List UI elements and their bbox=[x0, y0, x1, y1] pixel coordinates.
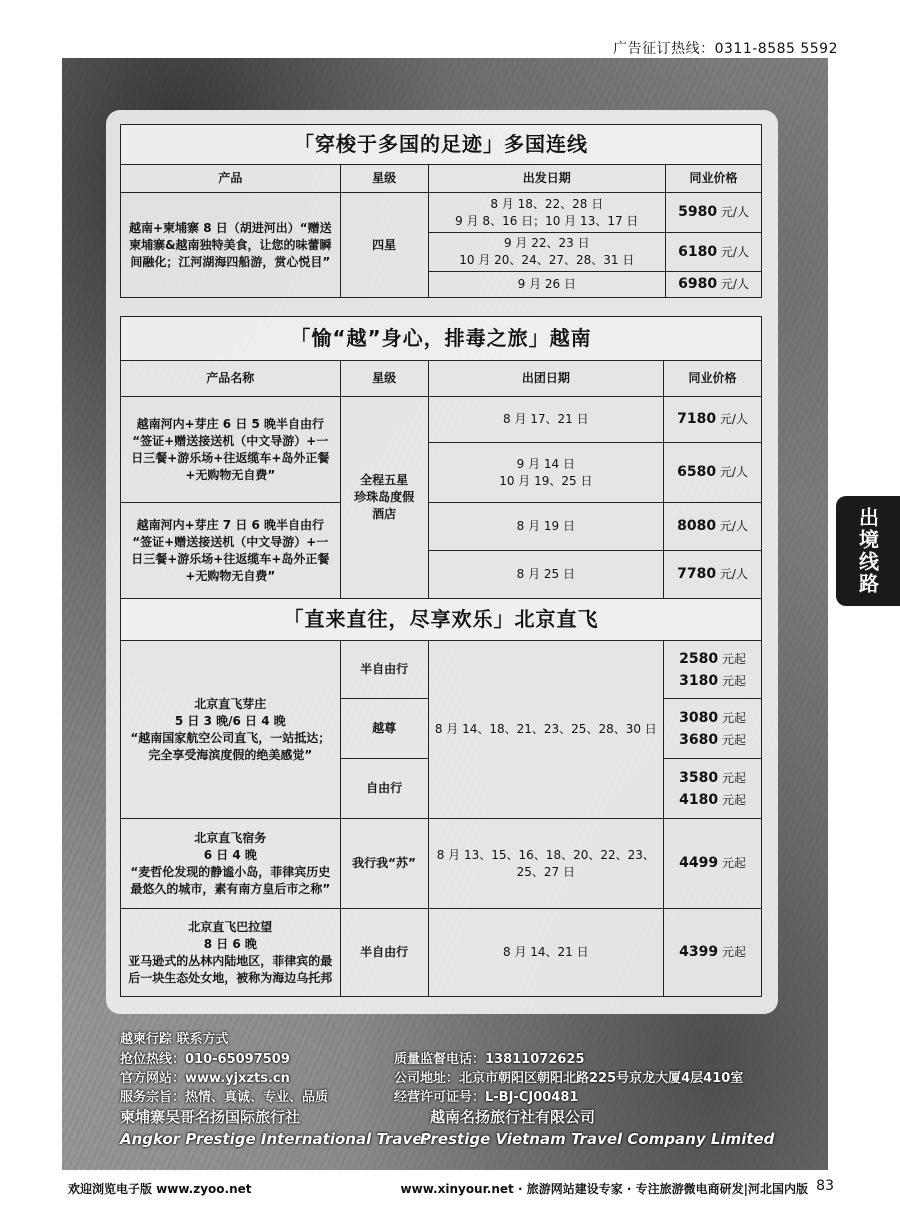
column-header: 出发日期 bbox=[428, 165, 666, 193]
agency-name-cn: 柬埔寨吴哥名扬国际旅行社 bbox=[120, 1108, 301, 1126]
section-title: 「直来直往，尽享欢乐」北京直飞 bbox=[121, 599, 762, 641]
column-header: 出团日期 bbox=[428, 361, 664, 397]
product-description: 北京直飞芽庄 5 日 3 晚/6 日 4 晚 “越南国家航空公司直飞，一站抵达；完全享受海滨度假的绝美感觉” bbox=[121, 641, 341, 819]
price-value: 4180 bbox=[679, 791, 719, 808]
departure-dates: 9 月 14 日 10 月 19、25 日 bbox=[428, 443, 664, 503]
contact-quality-phone: 质量监督电话：13811072625 bbox=[394, 1052, 585, 1067]
footer-left: 欢迎浏览电子版 www.zyoo.net bbox=[68, 1182, 252, 1196]
section-title: 「愉“越”身心，排毒之旅」越南 bbox=[121, 317, 762, 361]
price-cell bbox=[664, 397, 762, 443]
departure-dates: 8 月 18、22、28 日 9 月 8、16 日；10 月 13、17 日 bbox=[428, 193, 666, 233]
price-value: 3180 bbox=[679, 672, 719, 689]
contact-license: 经营许可证号：L-BJ-CJ00481 bbox=[394, 1090, 579, 1105]
ad-hotline: 广告征订热线：0311-8585 5592 bbox=[613, 41, 838, 57]
departure-dates: 9 月 22、23 日 10 月 20、24、27、28、31 日 bbox=[428, 233, 666, 272]
price-unit: 元/人 bbox=[719, 519, 748, 533]
departure-dates: 8 月 25 日 bbox=[428, 551, 664, 599]
price-value: 6180 bbox=[678, 243, 718, 260]
price-unit: 元/人 bbox=[720, 277, 749, 291]
price-value: 7180 bbox=[677, 411, 717, 427]
price-value: 6580 bbox=[677, 464, 717, 480]
price-unit: 元/人 bbox=[719, 567, 748, 581]
departure-dates: 8 月 19 日 bbox=[428, 503, 664, 551]
product-description: 越南河内+芽庄 6 日 5 晚半自由行 “签证+赠送接送机（中文导游）+一日三餐+游乐场+往返缆车+岛外正餐+无购物无自费” bbox=[121, 397, 341, 503]
page-number: 83 bbox=[816, 1178, 834, 1194]
category-tab: 出境线路 bbox=[836, 496, 900, 606]
section-title: 「穿梭于多国的足迹」多国连线 bbox=[121, 125, 762, 165]
price-unit: 元起 bbox=[721, 792, 746, 807]
price-cell bbox=[664, 759, 762, 819]
price-cell bbox=[664, 699, 762, 759]
column-header: 星级 bbox=[340, 361, 428, 397]
column-header: 产品 bbox=[121, 165, 341, 193]
product-description: 北京直飞巴拉望 8 日 6 晚 亚马逊式的丛林内陆地区，菲律宾的最后一块生态处女地，被称为海边乌托邦 bbox=[121, 909, 341, 997]
column-header: 同业价格 bbox=[664, 361, 762, 397]
price-unit: 元/人 bbox=[720, 205, 749, 219]
agency-name-cn: 越南名扬旅行社有限公司 bbox=[430, 1108, 596, 1126]
price-value: 7780 bbox=[677, 566, 717, 582]
price-value: 3680 bbox=[679, 731, 719, 748]
price-cell bbox=[664, 641, 762, 699]
price-unit: 元起 bbox=[721, 945, 746, 959]
tour-type: 半自由行 bbox=[340, 641, 428, 699]
column-header: 产品名称 bbox=[121, 361, 341, 397]
price-cell bbox=[666, 272, 762, 298]
price-value: 2580 bbox=[679, 650, 719, 667]
price-cell bbox=[664, 551, 762, 599]
price-cell bbox=[664, 503, 762, 551]
contact-website: 官方网站：www.yjxzts.cn bbox=[120, 1071, 290, 1086]
price-value: 3080 bbox=[679, 709, 719, 726]
agency-name-en: Prestige Vietnam Travel Company Limited bbox=[420, 1130, 775, 1148]
price-unit: 元起 bbox=[721, 770, 746, 785]
price-value: 8080 bbox=[677, 518, 717, 534]
price-unit: 元起 bbox=[721, 856, 746, 870]
departure-dates: 8 月 13、15、16、18、20、22、23、25、27 日 bbox=[428, 819, 664, 909]
tour-type: 越尊 bbox=[340, 699, 428, 759]
product-description: 越南+柬埔寨 8 日（胡进河出）“赠送柬埔寨&越南独特美食，让您的味蕾瞬间融化；江河湖海四船游，赏心悦目” bbox=[121, 193, 341, 298]
price-value: 4399 bbox=[679, 944, 719, 960]
tour-type: 我行我“苏” bbox=[340, 819, 428, 909]
price-value: 4499 bbox=[679, 855, 719, 871]
departure-dates: 8 月 14、18、21、23、25、28、30 日 bbox=[428, 641, 664, 819]
contact-address: 公司地址：北京市朝阳区朝阳北路225号京龙大厦4层410室 bbox=[394, 1071, 744, 1086]
price-value: 3580 bbox=[679, 769, 719, 786]
product-description: 北京直飞宿务 6 日 4 晚 “麦哲伦发现的静谧小岛，菲律宾历史最悠久的城市，素有南方皇后市之称” bbox=[121, 819, 341, 909]
price-cell bbox=[664, 909, 762, 997]
contact-heading: 越柬行踪 联系方式 bbox=[120, 1032, 229, 1047]
table-vietnam bbox=[120, 316, 762, 997]
product-description: 越南河内+芽庄 7 日 6 晚半自由行 “签证+赠送接送机（中文导游）+一日三餐+游乐场+往返缆车+岛外正餐+无购物无自费” bbox=[121, 503, 341, 599]
price-value: 5980 bbox=[678, 204, 718, 220]
price-cell bbox=[664, 819, 762, 909]
tour-type: 半自由行 bbox=[340, 909, 428, 997]
contact-hotline: 抢位热线：010-65097509 bbox=[120, 1052, 290, 1067]
column-header: 同业价格 bbox=[666, 165, 762, 193]
price-unit: 元起 bbox=[721, 673, 746, 688]
price-cell bbox=[666, 193, 762, 233]
price-unit: 元/人 bbox=[719, 412, 748, 426]
price-cell bbox=[664, 443, 762, 503]
departure-dates: 9 月 26 日 bbox=[428, 272, 666, 298]
contact-purpose: 服务宗旨：热情、真诚、专业、品质 bbox=[120, 1090, 329, 1105]
departure-dates: 8 月 17、21 日 bbox=[428, 397, 664, 443]
price-unit: 元起 bbox=[721, 710, 746, 725]
price-unit: 元起 bbox=[721, 651, 746, 666]
agency-name-en: Angkor Prestige International Travel bbox=[120, 1130, 428, 1148]
price-value: 6980 bbox=[678, 276, 718, 292]
departure-dates: 8 月 14、21 日 bbox=[428, 909, 664, 997]
star-rating: 全程五星 珍珠岛度假 酒店 bbox=[340, 397, 428, 599]
price-cell bbox=[666, 233, 762, 272]
column-header: 星级 bbox=[340, 165, 428, 193]
price-unit: 元起 bbox=[721, 732, 746, 747]
price-unit: 元/人 bbox=[720, 244, 749, 259]
table-multi-country bbox=[120, 124, 762, 298]
price-unit: 元/人 bbox=[719, 465, 748, 479]
tour-type: 自由行 bbox=[340, 759, 428, 819]
footer-right: www.xinyour.net · 旅游网站建设专家 · 专注旅游微电商研发|河北国内版 bbox=[400, 1182, 808, 1196]
star-rating: 四星 bbox=[340, 193, 428, 298]
